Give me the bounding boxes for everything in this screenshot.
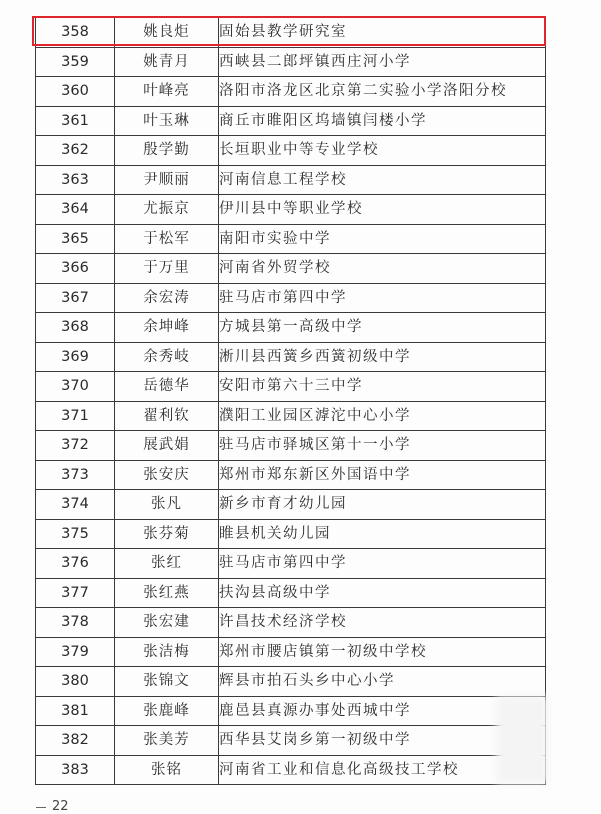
row-organization: 长垣职业中等专业学校 — [219, 136, 546, 166]
row-organization: 新乡市育才幼儿园 — [219, 490, 546, 520]
table-row — [36, 77, 546, 107]
table-row — [36, 549, 546, 579]
table-row — [36, 342, 546, 372]
row-name: 张铭 — [115, 755, 219, 785]
row-organization: 睢县机关幼儿园 — [219, 519, 546, 549]
row-name: 张锦文 — [115, 667, 219, 697]
row-organization: 驻马店市第四中学 — [219, 283, 546, 313]
row-name: 殷学勤 — [115, 136, 219, 166]
row-name: 于万里 — [115, 254, 219, 284]
row-number: 368 — [36, 313, 115, 343]
row-number: 374 — [36, 490, 115, 520]
row-organization: 辉县市拍石头乡中心小学 — [219, 667, 546, 697]
row-number: 358 — [36, 18, 115, 48]
row-organization: 河南信息工程学校 — [219, 165, 546, 195]
row-organization: 濮阳工业园区滹沱中心小学 — [219, 401, 546, 431]
row-number: 377 — [36, 578, 115, 608]
row-number: 371 — [36, 401, 115, 431]
table-row — [36, 283, 546, 313]
row-number: 370 — [36, 372, 115, 402]
table-row — [36, 460, 546, 490]
table-row — [36, 637, 546, 667]
table-row — [36, 755, 546, 785]
highlight-box — [32, 16, 546, 46]
table-row — [36, 254, 546, 284]
row-organization: 许昌技术经济学校 — [219, 608, 546, 638]
row-name: 叶峰亮 — [115, 77, 219, 107]
row-organization: 商丘市睢阳区坞墙镇闫楼小学 — [219, 106, 546, 136]
row-name: 姚青月 — [115, 47, 219, 77]
row-number: 362 — [36, 136, 115, 166]
row-name: 姚良炬 — [115, 18, 219, 48]
table-row — [36, 195, 546, 225]
row-number: 375 — [36, 519, 115, 549]
row-organization: 西华县艾岗乡第一初级中学 — [219, 726, 546, 756]
table-row — [36, 431, 546, 461]
row-number: 366 — [36, 254, 115, 284]
row-organization: 驻马店市驿城区第十一小学 — [219, 431, 546, 461]
row-organization: 驻马店市第四中学 — [219, 549, 546, 579]
row-organization: 方城县第一高级中学 — [219, 313, 546, 343]
row-organization: 固始县教学研究室 — [219, 18, 546, 48]
table-row — [36, 224, 546, 254]
row-number: 360 — [36, 77, 115, 107]
table-row — [36, 313, 546, 343]
row-number: 372 — [36, 431, 115, 461]
row-organization: 郑州市腰店镇第一初级中学校 — [219, 637, 546, 667]
row-number: 376 — [36, 549, 115, 579]
row-number: 365 — [36, 224, 115, 254]
row-organization: 西峡县二郎坪镇西庄河小学 — [219, 47, 546, 77]
table-row — [36, 608, 546, 638]
row-name: 张美芳 — [115, 726, 219, 756]
table-row — [36, 106, 546, 136]
table-row — [36, 372, 546, 402]
row-name: 张红 — [115, 549, 219, 579]
row-number: 373 — [36, 460, 115, 490]
row-name: 余宏涛 — [115, 283, 219, 313]
row-number: 381 — [36, 696, 115, 726]
table-row — [36, 401, 546, 431]
row-number: 382 — [36, 726, 115, 756]
row-name: 张芬菊 — [115, 519, 219, 549]
roster-table — [35, 17, 546, 785]
row-organization: 鹿邑县真源办事处西城中学 — [219, 696, 546, 726]
row-organization: 伊川县中等职业学校 — [219, 195, 546, 225]
row-name: 张红燕 — [115, 578, 219, 608]
row-organization: 南阳市实验中学 — [219, 224, 546, 254]
row-organization: 安阳市第六十三中学 — [219, 372, 546, 402]
row-name: 于松军 — [115, 224, 219, 254]
row-number: 364 — [36, 195, 115, 225]
table-row — [36, 726, 546, 756]
table-row — [36, 519, 546, 549]
roster-table-body — [36, 18, 546, 785]
row-name: 叶玉琳 — [115, 106, 219, 136]
row-organization: 河南省外贸学校 — [219, 254, 546, 284]
row-organization: 河南省工业和信息化高级技工学校 — [219, 755, 546, 785]
row-name: 岳德华 — [115, 372, 219, 402]
row-organization: 淅川县西簧乡西簧初级中学 — [219, 342, 546, 372]
row-number: 363 — [36, 165, 115, 195]
row-organization: 郑州市郑东新区外国语中学 — [219, 460, 546, 490]
row-name: 翟利钦 — [115, 401, 219, 431]
table-row — [36, 578, 546, 608]
row-organization: 洛阳市洛龙区北京第二实验小学洛阳分校 — [219, 77, 546, 107]
row-name: 展武娟 — [115, 431, 219, 461]
table-row — [36, 165, 546, 195]
row-name: 余秀岐 — [115, 342, 219, 372]
row-number: 361 — [36, 106, 115, 136]
page-number-dash — [36, 807, 46, 808]
row-name: 尤振京 — [115, 195, 219, 225]
row-organization: 扶沟县高级中学 — [219, 578, 546, 608]
row-name: 余坤峰 — [115, 313, 219, 343]
row-number: 380 — [36, 667, 115, 697]
watermark-blur — [496, 696, 548, 784]
page-number: 22 — [52, 799, 69, 814]
row-name: 张凡 — [115, 490, 219, 520]
row-name: 尹顺丽 — [115, 165, 219, 195]
table-row — [36, 47, 546, 77]
row-name: 张洁梅 — [115, 637, 219, 667]
row-number: 359 — [36, 47, 115, 77]
row-name: 张鹿峰 — [115, 696, 219, 726]
row-number: 367 — [36, 283, 115, 313]
row-name: 张安庆 — [115, 460, 219, 490]
row-number: 378 — [36, 608, 115, 638]
table-row — [36, 136, 546, 166]
table-row — [36, 667, 546, 697]
row-number: 379 — [36, 637, 115, 667]
row-name: 张宏建 — [115, 608, 219, 638]
row-number: 369 — [36, 342, 115, 372]
row-number: 383 — [36, 755, 115, 785]
table-row — [36, 490, 546, 520]
table-row — [36, 696, 546, 726]
